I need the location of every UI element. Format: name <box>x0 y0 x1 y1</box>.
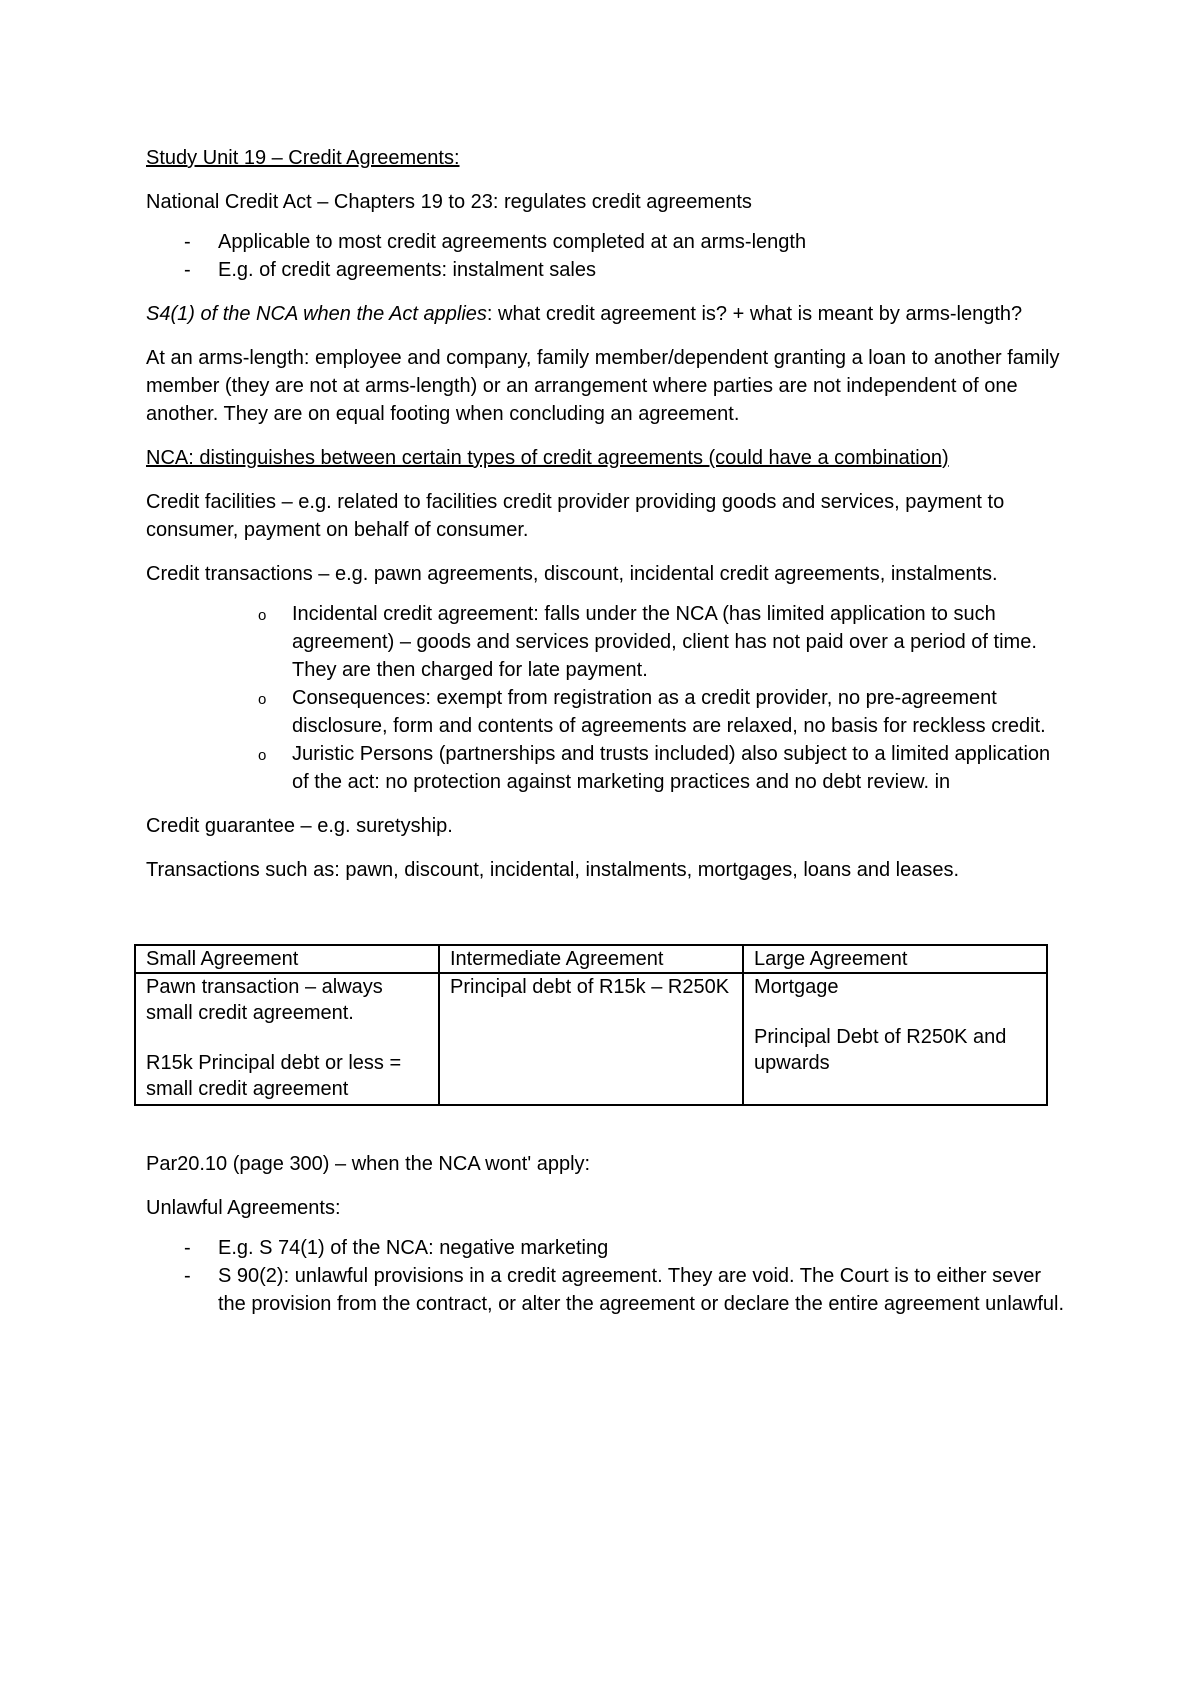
list-item-text: E.g. of credit agreements: instalment sales <box>218 259 596 281</box>
list-item <box>146 1262 1066 1318</box>
s4-paragraph <box>146 300 1066 328</box>
list-item <box>146 740 1066 796</box>
list-item-text: Juristic Persons (partnerships and trusts included) also subject to a limited application of the act: no protection against marketing practices and no debt review. in <box>292 743 1051 793</box>
list-item <box>146 684 1066 740</box>
unlawful-heading: Unlawful Agreements: <box>146 1197 341 1219</box>
list-item-text: E.g. S 74(1) of the NCA: negative marketing <box>218 1237 609 1259</box>
cell-text: Principal Debt of R250K and upwards <box>754 1026 1007 1074</box>
credit-facilities-paragraph: Credit facilities – e.g. related to facilities credit provider providing goods and services, payment to consumer, payment on behalf of consumer. <box>146 491 1005 541</box>
cell-intermediate-agreement <box>439 973 743 1105</box>
header-small-agreement: Small Agreement <box>135 945 439 973</box>
cell-gap <box>146 1026 428 1050</box>
list-item-text: Consequences: exempt from registration as a credit provider, no pre-agreement disclosure, form and contents of agreements are relaxed, no basis for reckless credit. <box>292 687 1046 737</box>
spacer <box>146 900 1066 928</box>
cell-text: R15k Principal debt or less = small credit agreement <box>146 1052 402 1100</box>
document-content <box>146 144 1066 1334</box>
list-item-text: Applicable to most credit agreements completed at an arms-length <box>218 231 807 253</box>
dash-bullet: - <box>184 259 191 281</box>
dash-bullet: - <box>184 231 191 253</box>
nca-types-heading: NCA: distinguishes between certain types of credit agreements (could have a combination) <box>146 447 949 469</box>
credit-transactions-paragraph: Credit transactions – e.g. pawn agreements, discount, incidental credit agreements, instalments. <box>146 563 998 585</box>
sub-bullet-list <box>146 600 1066 796</box>
arms-length-paragraph: At an arms-length: employee and company, family member/dependent granting a loan to another family member (they are not at arms-length) or an arrangement where parties are not independent of one another. They are on equal footing when concluding an agreement. <box>146 347 1060 425</box>
credit-guarantee-paragraph: Credit guarantee – e.g. suretyship. <box>146 815 453 837</box>
cell-text: Mortgage <box>754 976 839 998</box>
intro-bullet-list <box>146 228 1066 284</box>
table-header-row <box>135 945 1047 973</box>
header-intermediate-agreement: Intermediate Agreement <box>439 945 743 973</box>
cell-text: Pawn transaction – always small credit agreement. <box>146 976 383 1024</box>
list-item <box>146 228 1066 256</box>
dash-bullet: - <box>184 1265 191 1287</box>
intro-paragraph: National Credit Act – Chapters 19 to 23: regulates credit agreements <box>146 191 752 213</box>
document-title: Study Unit 19 – Credit Agreements: <box>146 147 460 169</box>
list-item-text: Incidental credit agreement: falls under the NCA (has limited application to such agreement) – goods and services provided, client has not paid over a period of time. They are then charged for late payment. <box>292 603 1037 681</box>
cell-gap <box>754 1000 1036 1024</box>
header-large-agreement: Large Agreement <box>743 945 1047 973</box>
cell-text: Principal debt of R15k – R250K <box>450 976 730 998</box>
transactions-paragraph: Transactions such as: pawn, discount, incidental, instalments, mortgages, loans and leases. <box>146 859 960 881</box>
table-row <box>135 973 1047 1105</box>
list-item-text: S 90(2): unlawful provisions in a credit agreement. They are void. The Court is to either sever the provision from the contract, or alter the agreement or declare the entire agreement unlawful. <box>218 1265 1065 1315</box>
list-item <box>146 600 1066 684</box>
s4-heading: S4(1) of the NCA when the Act applies <box>146 303 487 325</box>
list-item <box>146 1234 1066 1262</box>
list-item <box>146 256 1066 284</box>
circle-bullet: o <box>258 747 267 764</box>
cell-large-agreement <box>743 973 1047 1105</box>
unlawful-bullet-list <box>146 1234 1066 1318</box>
circle-bullet: o <box>258 607 267 624</box>
s4-rest: : what credit agreement is? + what is meant by arms-length? <box>486 303 1023 325</box>
dash-bullet: - <box>184 1237 191 1259</box>
agreement-types-table <box>134 944 1048 1106</box>
circle-bullet: o <box>258 691 267 708</box>
cell-small-agreement <box>135 973 439 1105</box>
par20-paragraph: Par20.10 (page 300) – when the NCA wont' apply: <box>146 1153 591 1175</box>
